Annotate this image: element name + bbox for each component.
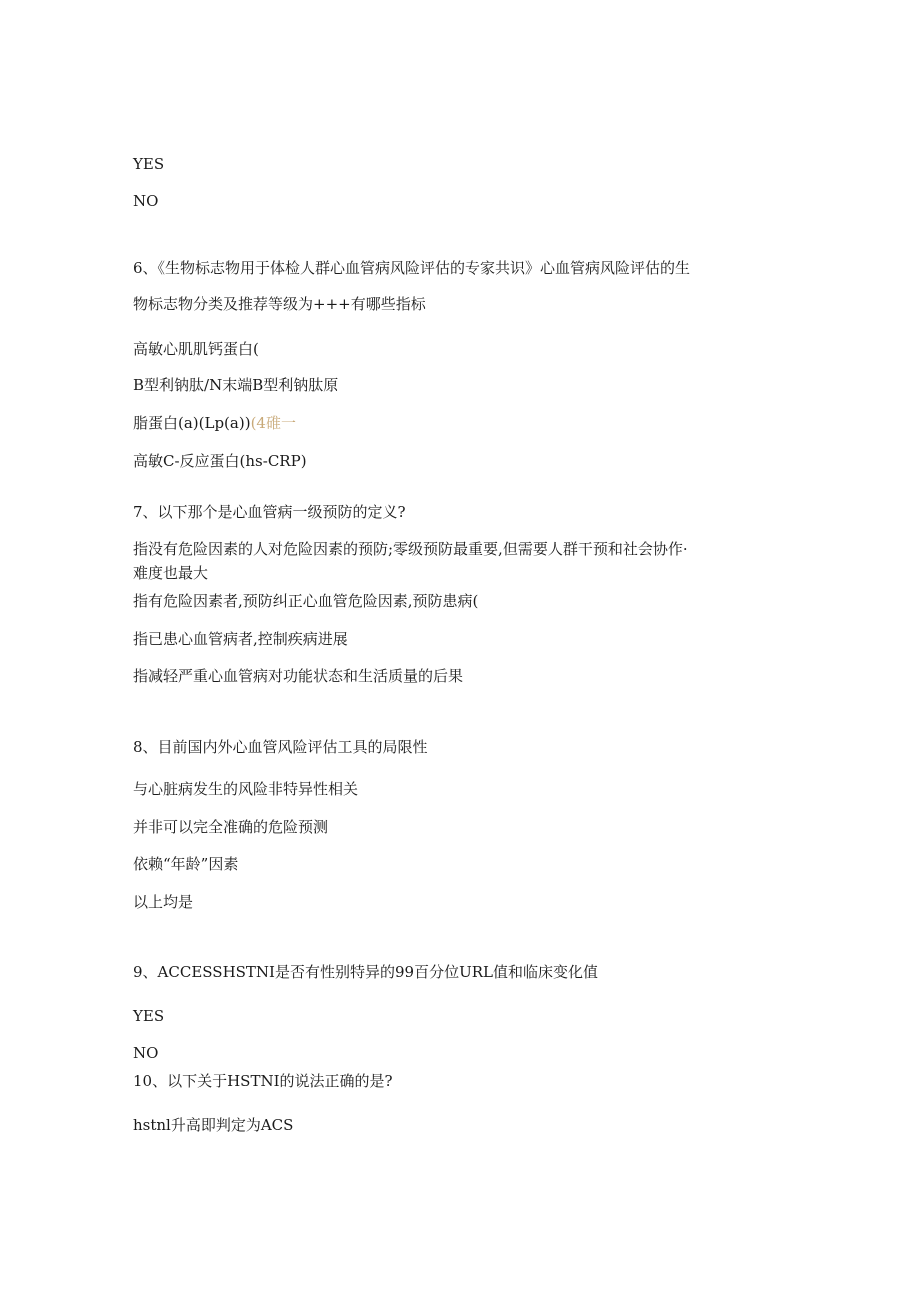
question-6-option-1: 高敏心肌肌钙蛋白( — [133, 340, 259, 358]
question-10-option-1: hstnl升高即判定为ACS — [133, 1116, 294, 1134]
question-8-option-3: 依赖“年龄”因素 — [133, 855, 239, 873]
question-9-option-yes: YES — [133, 1007, 165, 1025]
question-7-option-1-line-1: 指没有危险因素的人对危险因素的预防;零级预防最重要,但需要人群干预和社会协作· — [133, 540, 688, 558]
question-6-option-3 — [133, 413, 296, 433]
question-6-line-1: 6、《生物标志物用于体检人群心血管病风险评估的专家共识》心血管病风险评估的生 — [133, 259, 691, 277]
option-yes: YES — [133, 155, 165, 173]
question-6-option-4: 高敏C-反应蛋白(hs-CRP) — [133, 452, 307, 470]
question-7-option-4: 指减轻严重心血管病对功能状态和生活质量的后果 — [133, 667, 464, 685]
question-6-option-3-text: 脂蛋白(a)(Lp(a)) — [133, 414, 251, 432]
question-7-option-3: 指已患心血管病者,控制疾病进展 — [133, 630, 348, 648]
question-9-option-no: NO — [133, 1044, 159, 1062]
question-8-option-2: 并非可以完全准确的危险预测 — [133, 818, 329, 836]
question-6-line-2: 物标志物分类及推荐等级为+++有哪些指标 — [133, 295, 426, 313]
question-8-option-4: 以上均是 — [133, 893, 194, 911]
question-10-text: 10、以下关于HSTNI的说法正确的是? — [133, 1072, 393, 1090]
question-7-option-2: 指有危险因素者,预防纠正心血管危险因素,预防患病( — [133, 592, 479, 610]
question-7-text: 7、以下那个是心血管病一级预防的定义? — [133, 503, 406, 521]
question-7-option-1-line-2: 难度也最大 — [133, 564, 209, 582]
question-6-option-3-tail: (4碓一 — [250, 414, 296, 432]
question-9-text: 9、ACCESSHSTNI是否有性别特异的99百分位URL值和临床变化值 — [133, 963, 598, 981]
question-8-text: 8、目前国内外心血管风险评估工具的局限性 — [133, 738, 428, 756]
question-6-option-2: B型利钠肽/N末端B型利钠肽原 — [133, 376, 339, 394]
option-no: NO — [133, 192, 159, 210]
question-8-option-1: 与心脏病发生的风险非特异性相关 — [133, 780, 359, 798]
